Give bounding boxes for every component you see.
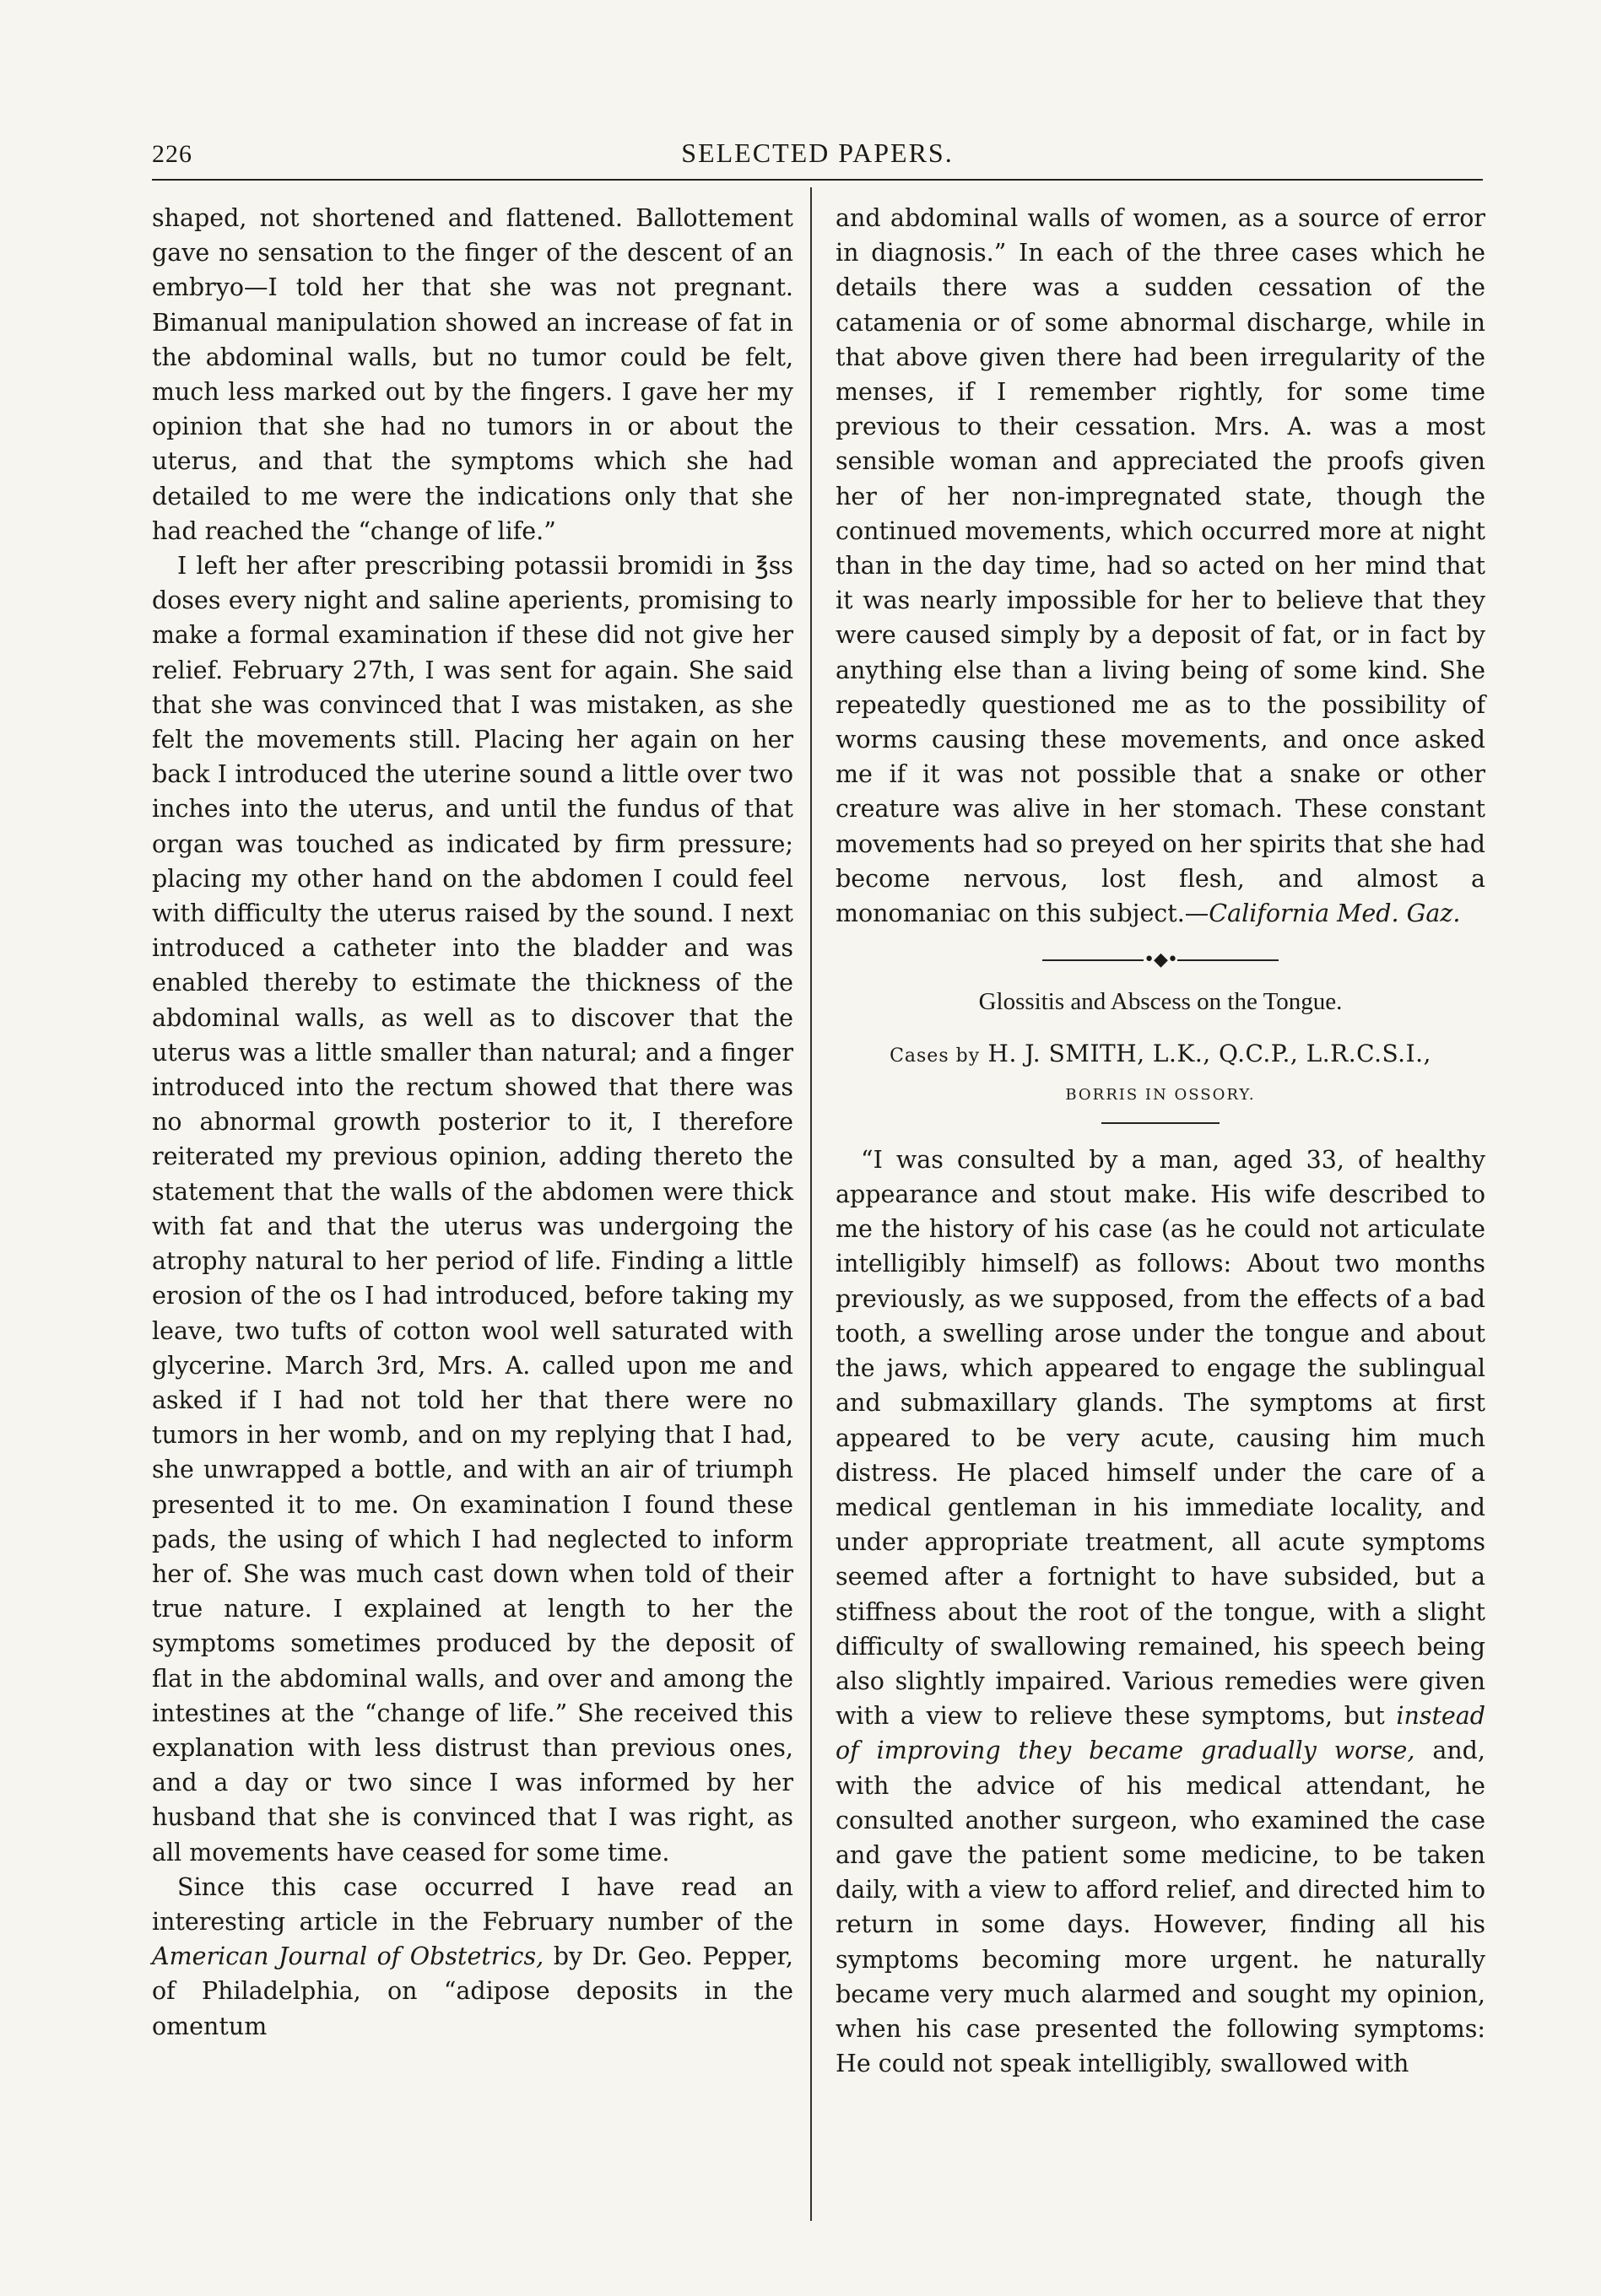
- journal-title: SELECTED PAPERS.: [681, 138, 954, 168]
- paragraph: [152, 1870, 793, 2044]
- left-column: [152, 201, 793, 2044]
- paragraph: [836, 1143, 1485, 2081]
- paragraph-text: “I was consulted by a man, aged 33, of healthy appearance and stout make. His wife described to me the history of his case (as he could not articulate intelligibly himself) as follows: About two months previously, as we supposed, from the effects of a bad tooth, a swelling arose under the tongue and about the jaws, which appeared to engage the sublingual and submaxillary glands. The symptoms at first appeared to be very acute, causing him much distress. He placed himself under the care of a medical gentleman in his immediate locality, and under appropriate treatment, all acute symptoms seemed after a fortnight to have subsided, but a stiffness about the root of the tongue, with a slight difficulty of swallowing remained, his speech being also slightly impaired. Various remedies were given with a view to relieve these symptoms, but: [836, 1145, 1485, 1731]
- byline-rule: [1101, 1122, 1220, 1124]
- column-divider: [810, 187, 812, 2221]
- header-rule: [152, 179, 1483, 181]
- paragraph: [836, 201, 1485, 931]
- source-citation: California Med. Gaz.: [1209, 899, 1461, 928]
- page-number: 226: [152, 140, 192, 168]
- right-column: [836, 201, 1485, 2081]
- running-head: [152, 127, 1483, 169]
- section-title: Glossitis and Abscess on the Tongue.: [978, 988, 1343, 1016]
- journal-citation: American Journal of Obstetrics,: [152, 1942, 544, 1971]
- paragraph-text: and abdominal walls of women, as a source of error in diagnosis.” In each of the three cases which he details there was a sudden cessation of the catamenia or of some abnormal discharge, while in that above given there had been irregularity of the menses, if I remember rightly, for some time previous to their cessation. Mrs. A. was a most sensible woman and appreciated the proofs given her of her non-impregnated state, though the continued movements, which occurred more at night than in the day time, had so acted on her mind that it was nearly impossible for her to believe that they were caused simply by a deposit of fat, or in fact by anything else than a living being of some kind. She repeatedly questioned me as to the possibility of worms causing these movements, and once asked me if it was not possible that a snake or other creature was alive in her stomach. These constant movements had so preyed on her spirits that she had become nervous, lost flesh, and almost a monomaniac on this subject.—: [836, 204, 1485, 928]
- byline: [836, 1036, 1485, 1073]
- paragraph: I left her after prescribing potassii bromidi in ℥ss doses every night and saline aperients, promising to make a formal examination if these did not give her relief. February 27th, I was sent for again. She said that she was convinced that I was mistaken, as she felt the movements still. Placing her again on her back I introduced the uterine sound a little over two inches into the uterus, and until the fundus of that organ was touched as indicated by firm pressure; placing my other hand on the abdomen I could feel with difficulty the uterus raised by the sound. I next introduced a catheter into the bladder and was enabled thereby to estimate the thickness of the abdominal walls, as well as to discover that the uterus was a little smaller than natural; and a finger introduced into the rectum showed that there was no abnormal growth posterior to it, I therefore reiterated my previous opinion, adding thereto the statement that the walls of the abdomen were thick with fat and that the uterus was undergoing the atrophy natural to her period of life. Finding a little erosion of the os I had introduced, before taking my leave, two tufts of cotton wool well saturated with glycerine. March 3rd, Mrs. A. called upon me and asked if I had not told her that there were no tumors in her womb, and on my replying that I had, she unwrapped a bottle, and with an air of triumph presented it to me. On examination I found these pads, the using of which I had neglected to inform her of. She was much cast down when told of their true nature. I explained at length to her the symptoms sometimes produced by the deposit of flat in the abdominal walls, and over and among the intestines at the “change of life.” She received this explanation with less distrust than previous ones, and a day or two since I was informed by her husband that she is convinced that I was right, as all movements have ceased for some time.: [152, 552, 793, 1867]
- paragraph: shaped, not shortened and flattened. Ballottement gave no sensation to the finger of the descent of an embryo—I told her that she was not pregnant. Bimanual manipulation showed an increase of fat in the abdominal walls, but no tumor could be felt, much less marked out by the fingers. I gave her my opinion that she had no tumors in or about the uterus, and that the symptoms which she had detailed to me were the indications only that she had reached the “change of life.”: [152, 204, 793, 545]
- section-ornament: •◆•: [1038, 951, 1283, 970]
- paragraph-text: Since this case occurred I have read an interesting article in the February number of the: [152, 1872, 793, 1936]
- paragraph-text: by Dr. Geo. Pepper, of Philadelphia, on “adipose deposits in the omentum: [152, 1942, 793, 2040]
- paragraph-text: and, with the advice of his medical attendant, he consulted another surgeon, who examined the case and gave the patient some medicine, to be taken daily, with a view to afford relief, and directed him to return in some days. However, finding all his symptoms becoming more urgent. he naturally became very much alarmed and sought my opinion, when his case presented the following symptoms: He could not speak intelligibly, swallowed with: [836, 1737, 1485, 2078]
- emphasized-text: instead of improving they became gradually worse,: [836, 1702, 1485, 1765]
- byline-locale: BORRIS IN OSSORY.: [1065, 1085, 1256, 1104]
- byline-prefix: Cases by: [890, 1045, 981, 1067]
- byline-author: H. J. SMITH, L.K., Q.C.P., L.R.C.S.I.,: [987, 1040, 1431, 1068]
